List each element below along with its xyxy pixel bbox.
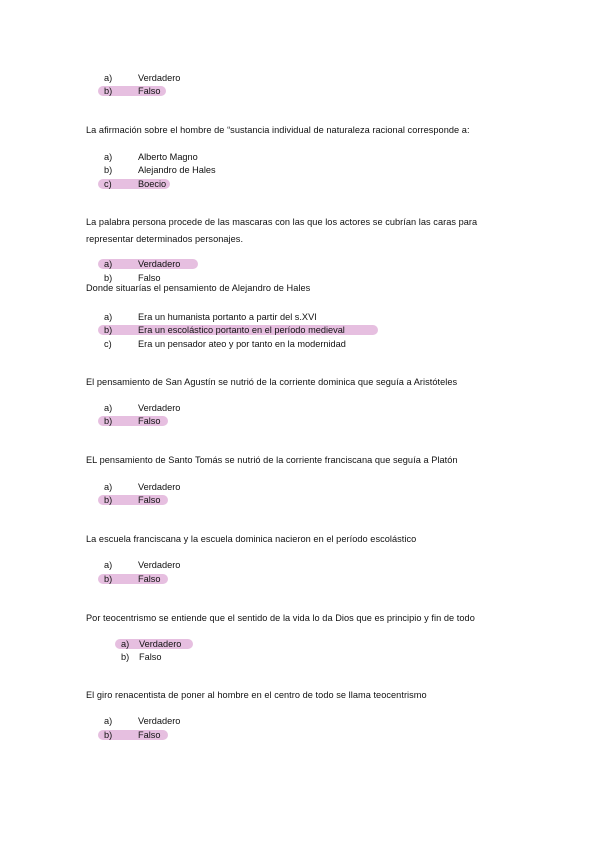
option-text: Boecio	[138, 179, 167, 189]
question-text: Por teocentrismo se entiende que el sentido de la vida lo da Dios que es principio y fin de todo	[86, 613, 475, 623]
option-text: Alejandro de Hales	[138, 165, 216, 175]
option-text: Falso	[138, 416, 161, 426]
option-q0-b	[104, 85, 160, 97]
option-q4-b	[104, 415, 160, 427]
option-letter: b)	[104, 273, 113, 283]
option-q5-a	[104, 481, 180, 493]
question-text: La palabra persona procede de las mascaras con las que los actores se cubrían las caras para representar determinados personajes.	[86, 217, 478, 244]
option-letter: a)	[104, 152, 113, 162]
option-text: Verdadero	[138, 716, 181, 726]
option-text: Verdadero	[138, 482, 181, 492]
option-text: Falso	[138, 273, 161, 283]
option-letter: b)	[104, 165, 113, 175]
option-letter: a)	[104, 403, 113, 413]
option-letter: b)	[121, 652, 130, 662]
option-text: Falso	[139, 652, 162, 662]
option-text: Verdadero	[139, 639, 182, 649]
option-text: Falso	[138, 574, 161, 584]
option-q1-a	[104, 151, 198, 163]
option-q5-b	[104, 494, 160, 506]
option-text: Falso	[138, 86, 161, 96]
option-q1-b	[104, 164, 216, 176]
option-text: Verdadero	[138, 560, 181, 570]
option-letter: b)	[104, 574, 113, 584]
option-letter: a)	[104, 560, 113, 570]
option-letter: b)	[104, 325, 113, 335]
option-letter: a)	[104, 259, 113, 269]
option-letter: a)	[121, 639, 130, 649]
question-text: EL pensamiento de Santo Tomás se nutrió de la corriente franciscana que seguía a Platón	[86, 455, 458, 465]
option-letter: a)	[104, 482, 113, 492]
option-letter: a)	[104, 312, 113, 322]
option-letter: b)	[104, 495, 113, 505]
option-text: Verdadero	[138, 403, 181, 413]
option-q2-b	[104, 272, 160, 284]
question-text: La afirmación sobre el hombre de “sustancia individual de naturaleza racional corresponde a:	[86, 125, 470, 135]
question-text: Donde situarías el pensamiento de Alejandro de Hales	[86, 283, 311, 293]
option-q3-b	[104, 324, 345, 336]
option-text: Falso	[138, 495, 161, 505]
option-q2-a	[104, 258, 180, 270]
option-q0-a	[104, 72, 180, 84]
option-q3-c	[104, 338, 346, 350]
option-q3-a	[104, 311, 317, 323]
option-letter: b)	[104, 416, 113, 426]
option-letter: a)	[104, 73, 113, 83]
option-text: Era un escolástico portanto en el período medieval	[138, 325, 345, 335]
option-q6-b	[104, 573, 160, 585]
option-q7-b	[121, 651, 161, 663]
option-letter: b)	[104, 86, 113, 96]
option-text: Verdadero	[138, 259, 181, 269]
option-text: Era un humanista portanto a partir del s.XVI	[138, 312, 317, 322]
option-text: Verdadero	[138, 73, 181, 83]
option-q8-b	[104, 729, 160, 741]
option-text: Falso	[138, 730, 161, 740]
option-letter: c)	[104, 179, 112, 189]
option-q4-a	[104, 402, 180, 414]
option-q7-a	[121, 638, 181, 650]
option-text: Era un pensador ateo y por tanto en la modernidad	[138, 339, 346, 349]
option-q6-a	[104, 559, 180, 571]
question-text: La escuela franciscana y la escuela dominica nacieron en el período escolástico	[86, 534, 417, 544]
option-letter: a)	[104, 716, 113, 726]
option-q1-c	[104, 178, 166, 190]
option-letter: b)	[104, 730, 113, 740]
question-text: El giro renacentista de poner al hombre en el centro de todo se llama teocentrismo	[86, 690, 427, 700]
question-text: El pensamiento de San Agustín se nutrió de la corriente dominica que seguía a Aristóteles	[86, 377, 458, 387]
option-letter: c)	[104, 339, 112, 349]
option-q8-a	[104, 715, 180, 727]
option-text: Alberto Magno	[138, 152, 198, 162]
